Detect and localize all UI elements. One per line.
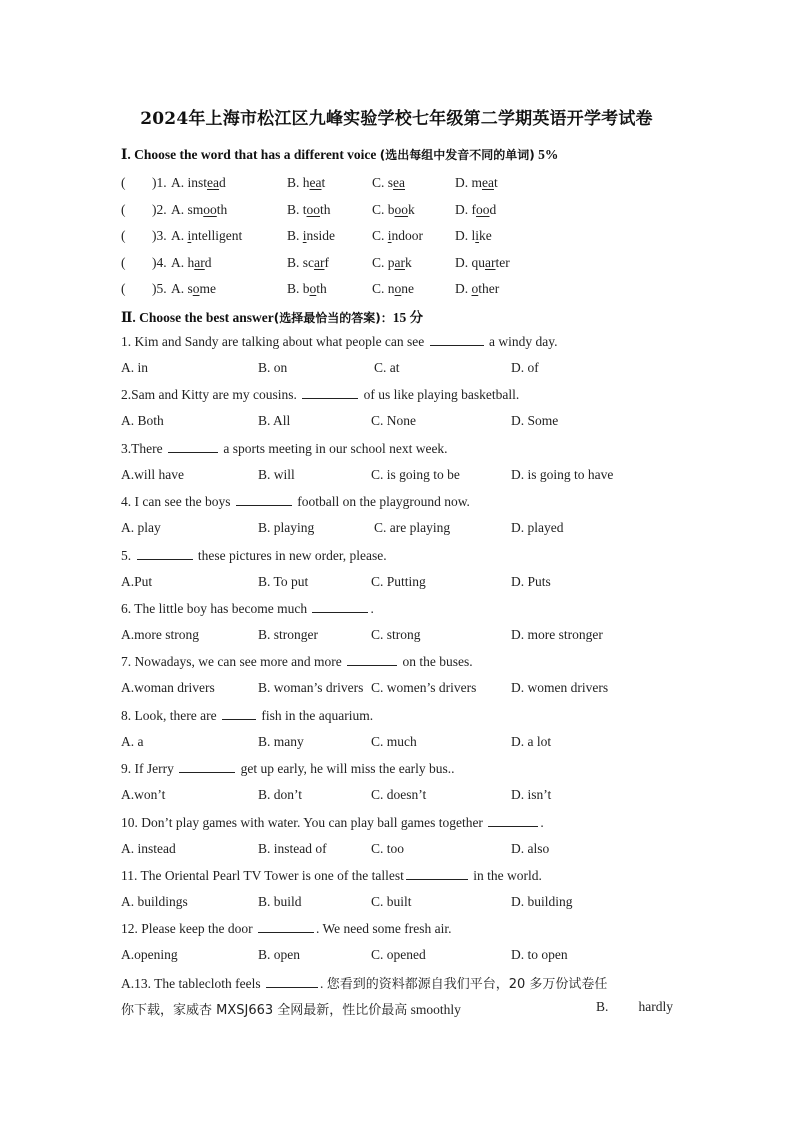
option-b: B. woman’s drivers <box>258 680 364 696</box>
option-text: B. t <box>287 201 307 217</box>
option-c: C. much <box>371 733 417 749</box>
option-text: t <box>321 175 326 190</box>
option-text: A. h <box>171 254 195 270</box>
question-13-line2 <box>121 999 673 1018</box>
section2-heading-score: 15 分 <box>392 310 424 325</box>
answer-bracket-open: ( <box>121 254 126 270</box>
option-a: A. buildings <box>121 894 188 909</box>
underlined-letters: i <box>475 228 480 244</box>
section2-heading-en: Ⅱ. Choose the best answer <box>121 310 274 325</box>
item-number-text: 2. <box>156 201 167 217</box>
option-text: ndoor <box>391 228 424 244</box>
answer-bracket-close: ) <box>152 228 157 244</box>
option-c <box>372 281 414 297</box>
underlined-letters: o <box>192 281 200 297</box>
option-text: B. <box>287 228 303 244</box>
option-text: D. f <box>455 201 476 217</box>
option-text: th <box>320 201 331 217</box>
answer-slot[interactable] <box>130 228 152 244</box>
question-text-end: in the world. <box>469 868 542 883</box>
question-text-end: football on the playground now. <box>293 494 470 510</box>
answer-bracket-close: ) <box>152 254 157 270</box>
underlined-letters: i <box>302 228 307 244</box>
option-text: t <box>493 175 498 190</box>
option-b: B. instead of <box>258 840 327 856</box>
option-a: A.will have <box>121 466 184 482</box>
underlined-letters: oo <box>394 201 409 217</box>
question-text: 5. <box>121 547 135 563</box>
option-text: d <box>204 254 212 270</box>
answer-blank[interactable] <box>266 975 318 988</box>
option-text: C. n <box>372 281 395 297</box>
option-text: B. h <box>287 175 310 190</box>
underlined-letters: ar <box>314 254 325 270</box>
option-c: C. too <box>371 840 405 856</box>
option-c: C. doesn’t <box>371 787 427 803</box>
option-d: D. Puts <box>511 573 551 589</box>
answer-blank[interactable] <box>179 760 235 773</box>
item-number <box>152 255 167 271</box>
option-text: ntelligent <box>191 228 243 244</box>
question-text-end: . <box>540 814 544 830</box>
option-b: B. All <box>258 413 291 429</box>
option-c: C. women’s drivers <box>371 680 477 696</box>
option-text: C. b <box>372 201 395 217</box>
option-d <box>455 281 499 297</box>
page-title: 2024年上海市松江区九峰实验学校七年级第二学期英语开学考试卷 <box>140 109 653 129</box>
answer-bracket-close: ) <box>152 201 157 217</box>
question-text-end: . We need some fresh air. <box>315 921 452 937</box>
section2-heading <box>121 306 423 326</box>
answer-bracket-close: ) <box>152 281 157 297</box>
phonetics-item-row <box>0 202 793 220</box>
option-d: D. played <box>511 520 564 536</box>
question-text-end: of us like playing basketball. <box>360 387 520 403</box>
q13-text: A.13. The tablecloth feels <box>121 976 264 991</box>
question-1 <box>121 333 558 350</box>
section2-heading-cn: (选择最恰当的答案)： <box>273 311 393 325</box>
option-a: A. in <box>121 360 148 375</box>
q13-watermark-line2: 你下载，家威杏 MXSJ663 全网最新，性比价最高 <box>121 1003 408 1018</box>
option-text: k <box>405 254 412 270</box>
option-a: A.woman drivers <box>121 680 215 696</box>
underlined-letters: oo <box>476 201 490 217</box>
answer-bracket-open: ( <box>121 228 126 244</box>
options-row <box>0 467 793 485</box>
option-d: D. also <box>511 840 550 856</box>
option-b: B. stronger <box>258 627 318 642</box>
options-row <box>0 360 793 378</box>
underlined-letters: ar <box>485 254 496 270</box>
option-text: C. s <box>372 175 394 190</box>
item-number <box>152 228 167 244</box>
underlined-letters: o <box>309 281 317 297</box>
answer-slot[interactable] <box>130 175 152 191</box>
option-d: D. Some <box>511 413 559 429</box>
option-text: D. <box>455 281 472 297</box>
underlined-letters: i <box>187 228 192 244</box>
q13-option-a: smoothly <box>407 1002 461 1017</box>
options-row <box>0 627 793 645</box>
underlined-letters: o <box>471 281 479 297</box>
question-text: 11. The Oriental Pearl TV Tower is one of the tallest <box>121 868 404 883</box>
question-5 <box>121 547 387 564</box>
underlined-letters: i <box>387 228 392 244</box>
option-c: C. opened <box>371 947 426 963</box>
option-text: th <box>316 281 327 297</box>
option-text: me <box>199 281 217 297</box>
option-a: A. Both <box>121 413 164 429</box>
answer-blank[interactable] <box>312 600 368 613</box>
answer-blank[interactable] <box>258 920 314 933</box>
question-13-line1 <box>121 973 673 992</box>
option-text: C. <box>372 228 388 244</box>
option-d <box>455 175 498 191</box>
options-row <box>0 520 793 538</box>
question-text: 10. Don’t play games with water. You can play ball games together <box>121 814 487 830</box>
answer-blank[interactable] <box>222 707 256 720</box>
question-text-end: get up early, he will miss the early bus.. <box>237 761 455 777</box>
section1-heading-en: Ⅰ. Choose the word that has a different voice <box>121 147 380 162</box>
option-d: D. isn’t <box>511 787 552 803</box>
options-row <box>0 841 793 859</box>
question-4 <box>121 493 470 510</box>
question-text-end: a sports meeting in our school next week. <box>219 440 448 456</box>
option-b: B. To put <box>258 573 309 589</box>
question-11 <box>121 867 542 884</box>
question-text: 2.Sam and Kitty are my cousins. <box>121 387 301 403</box>
option-c <box>372 255 412 271</box>
option-a: A. instead <box>121 840 176 856</box>
answer-bracket-open: ( <box>121 201 126 217</box>
option-text: A. sm <box>171 201 204 217</box>
question-text: 1. Kim and Sandy are talking about what people can see <box>121 334 428 349</box>
option-b: B. playing <box>258 520 315 536</box>
option-b <box>287 281 327 297</box>
underlined-letters: oo <box>203 201 217 217</box>
answer-blank[interactable] <box>488 814 538 827</box>
option-d: D. to open <box>511 947 568 963</box>
option-a: A.Put <box>121 573 153 589</box>
question-text: 9. If Jerry <box>121 761 178 777</box>
question-text-end: fish in the aquarium. <box>257 707 374 723</box>
option-a: A. play <box>121 520 161 536</box>
item-number-text: 4. <box>156 254 167 270</box>
question-text-end: . <box>370 601 374 616</box>
option-d: D. women drivers <box>511 680 609 696</box>
question-text: 4. I can see the boys <box>121 494 234 510</box>
option-text: B. sc <box>287 254 314 270</box>
option-text: d <box>219 175 226 190</box>
option-text: f <box>324 254 329 270</box>
question-text: 6. The little boy has become much <box>121 601 311 616</box>
option-b: B. don’t <box>258 787 303 803</box>
option-a: A.won’t <box>121 787 166 803</box>
answer-blank[interactable] <box>236 493 292 506</box>
option-a <box>171 228 242 244</box>
question-9 <box>121 760 455 777</box>
answer-slot[interactable] <box>130 202 152 218</box>
answer-blank[interactable] <box>347 653 397 666</box>
question-8 <box>121 707 373 724</box>
underlined-letters: ea <box>207 175 219 190</box>
option-text: C. p <box>372 254 395 270</box>
phonetics-item-row <box>0 281 793 299</box>
underlined-letters: ar <box>394 254 406 270</box>
option-c <box>372 202 415 218</box>
question-text-end: a windy day. <box>485 334 558 349</box>
question-12 <box>121 920 451 937</box>
section1-heading <box>121 146 558 163</box>
option-a: A. a <box>121 733 144 749</box>
item-number <box>152 202 167 218</box>
option-a: A.more strong <box>121 627 199 642</box>
question-text: 3.There <box>121 440 166 456</box>
option-d <box>455 228 492 244</box>
option-b <box>287 175 325 191</box>
section1-heading-cn: (选出每组中发音不同的单词) <box>379 148 535 162</box>
question-10 <box>121 814 544 831</box>
question-text: 7. Nowadays, we can see more and more <box>121 654 346 670</box>
section1-heading-score: 5% <box>534 147 559 162</box>
option-b <box>287 255 329 271</box>
option-b <box>287 202 331 218</box>
q13-text-end: . <box>319 976 327 991</box>
option-a <box>171 202 227 218</box>
option-c: C. is going to be <box>371 466 460 482</box>
options-row <box>0 680 793 698</box>
option-d: D. is going to have <box>511 466 614 482</box>
options-row <box>0 894 793 912</box>
question-3 <box>121 440 448 457</box>
phonetics-item-row <box>0 175 793 193</box>
question-text-end: these pictures in new order, please. <box>194 547 387 563</box>
option-b: B. on <box>258 360 288 375</box>
option-c: C. built <box>371 894 412 909</box>
phonetics-item-row <box>0 228 793 246</box>
option-c <box>372 175 405 191</box>
option-d <box>455 202 496 218</box>
option-text: ther <box>478 281 500 297</box>
option-c: C. None <box>371 413 416 429</box>
question-text-end: on the buses. <box>399 654 473 670</box>
option-text: D. l <box>455 228 476 244</box>
underlined-letters: oo <box>306 201 321 217</box>
option-a: A.opening <box>121 947 178 963</box>
options-row <box>0 787 793 805</box>
question-7 <box>121 653 473 670</box>
option-d <box>455 255 510 271</box>
answer-blank[interactable] <box>302 386 358 399</box>
underlined-letters: ar <box>194 254 205 270</box>
option-c: C. strong <box>371 627 421 642</box>
option-text: d <box>489 201 497 217</box>
answer-blank[interactable] <box>137 547 193 560</box>
options-row <box>0 734 793 752</box>
options-row <box>0 413 793 431</box>
option-c: C. at <box>374 360 400 375</box>
answer-blank[interactable] <box>406 867 468 880</box>
answer-slot[interactable] <box>130 255 152 271</box>
answer-slot[interactable] <box>130 281 152 297</box>
option-c: C. are playing <box>374 520 451 536</box>
option-b: B. build <box>258 894 302 909</box>
option-c: C. Putting <box>371 573 426 589</box>
option-b <box>287 228 335 244</box>
option-text: nside <box>306 228 336 244</box>
option-b: B. will <box>258 466 295 482</box>
option-d: D. more stronger <box>511 627 603 642</box>
option-text: ter <box>495 254 510 270</box>
q13-option-b-letter: B. <box>596 999 609 1014</box>
option-d: D. building <box>511 894 573 909</box>
q13-watermark-line1: 您看到的资料都源自我们平台，20 多万份试卷任 <box>326 977 608 992</box>
option-b: B. open <box>258 947 300 963</box>
underlined-letters: ea <box>393 175 405 190</box>
question-text: 8. Look, there are <box>121 707 220 723</box>
options-row <box>0 574 793 592</box>
underlined-letters: ea <box>482 175 494 190</box>
item-number-text: 5. <box>156 281 167 297</box>
option-a <box>171 255 212 271</box>
answer-blank[interactable] <box>168 440 218 453</box>
option-text: ke <box>479 228 492 244</box>
option-text: D. m <box>455 175 482 190</box>
question-2 <box>121 386 519 403</box>
answer-blank[interactable] <box>430 333 484 346</box>
options-row <box>0 947 793 965</box>
answer-bracket-close: ) <box>152 175 157 190</box>
option-c <box>372 228 423 244</box>
option-text: k <box>408 201 415 217</box>
option-text: D. qu <box>455 254 485 270</box>
option-text: ne <box>401 281 415 297</box>
phonetics-item-row <box>0 255 793 273</box>
q13-option-b-text: hardly <box>638 999 673 1014</box>
underlined-letters: o <box>394 281 402 297</box>
item-number <box>152 281 167 297</box>
answer-bracket-open: ( <box>121 175 126 190</box>
option-d: D. a lot <box>511 733 552 749</box>
option-d: D. of <box>511 360 539 375</box>
question-text: 12. Please keep the door <box>121 921 256 937</box>
option-a <box>171 281 216 297</box>
underlined-letters: ea <box>309 175 322 190</box>
option-a <box>171 175 226 191</box>
item-number <box>152 175 167 191</box>
option-b: B. many <box>258 733 304 749</box>
answer-bracket-open: ( <box>121 281 126 297</box>
item-number-text: 1. <box>156 175 167 190</box>
option-text: B. b <box>287 281 310 297</box>
option-text: A. inst <box>171 175 208 190</box>
option-text: A. <box>171 228 188 244</box>
item-number-text: 3. <box>156 228 167 244</box>
option-text: th <box>216 201 228 217</box>
question-6 <box>121 600 374 617</box>
option-text: A. s <box>171 281 193 297</box>
